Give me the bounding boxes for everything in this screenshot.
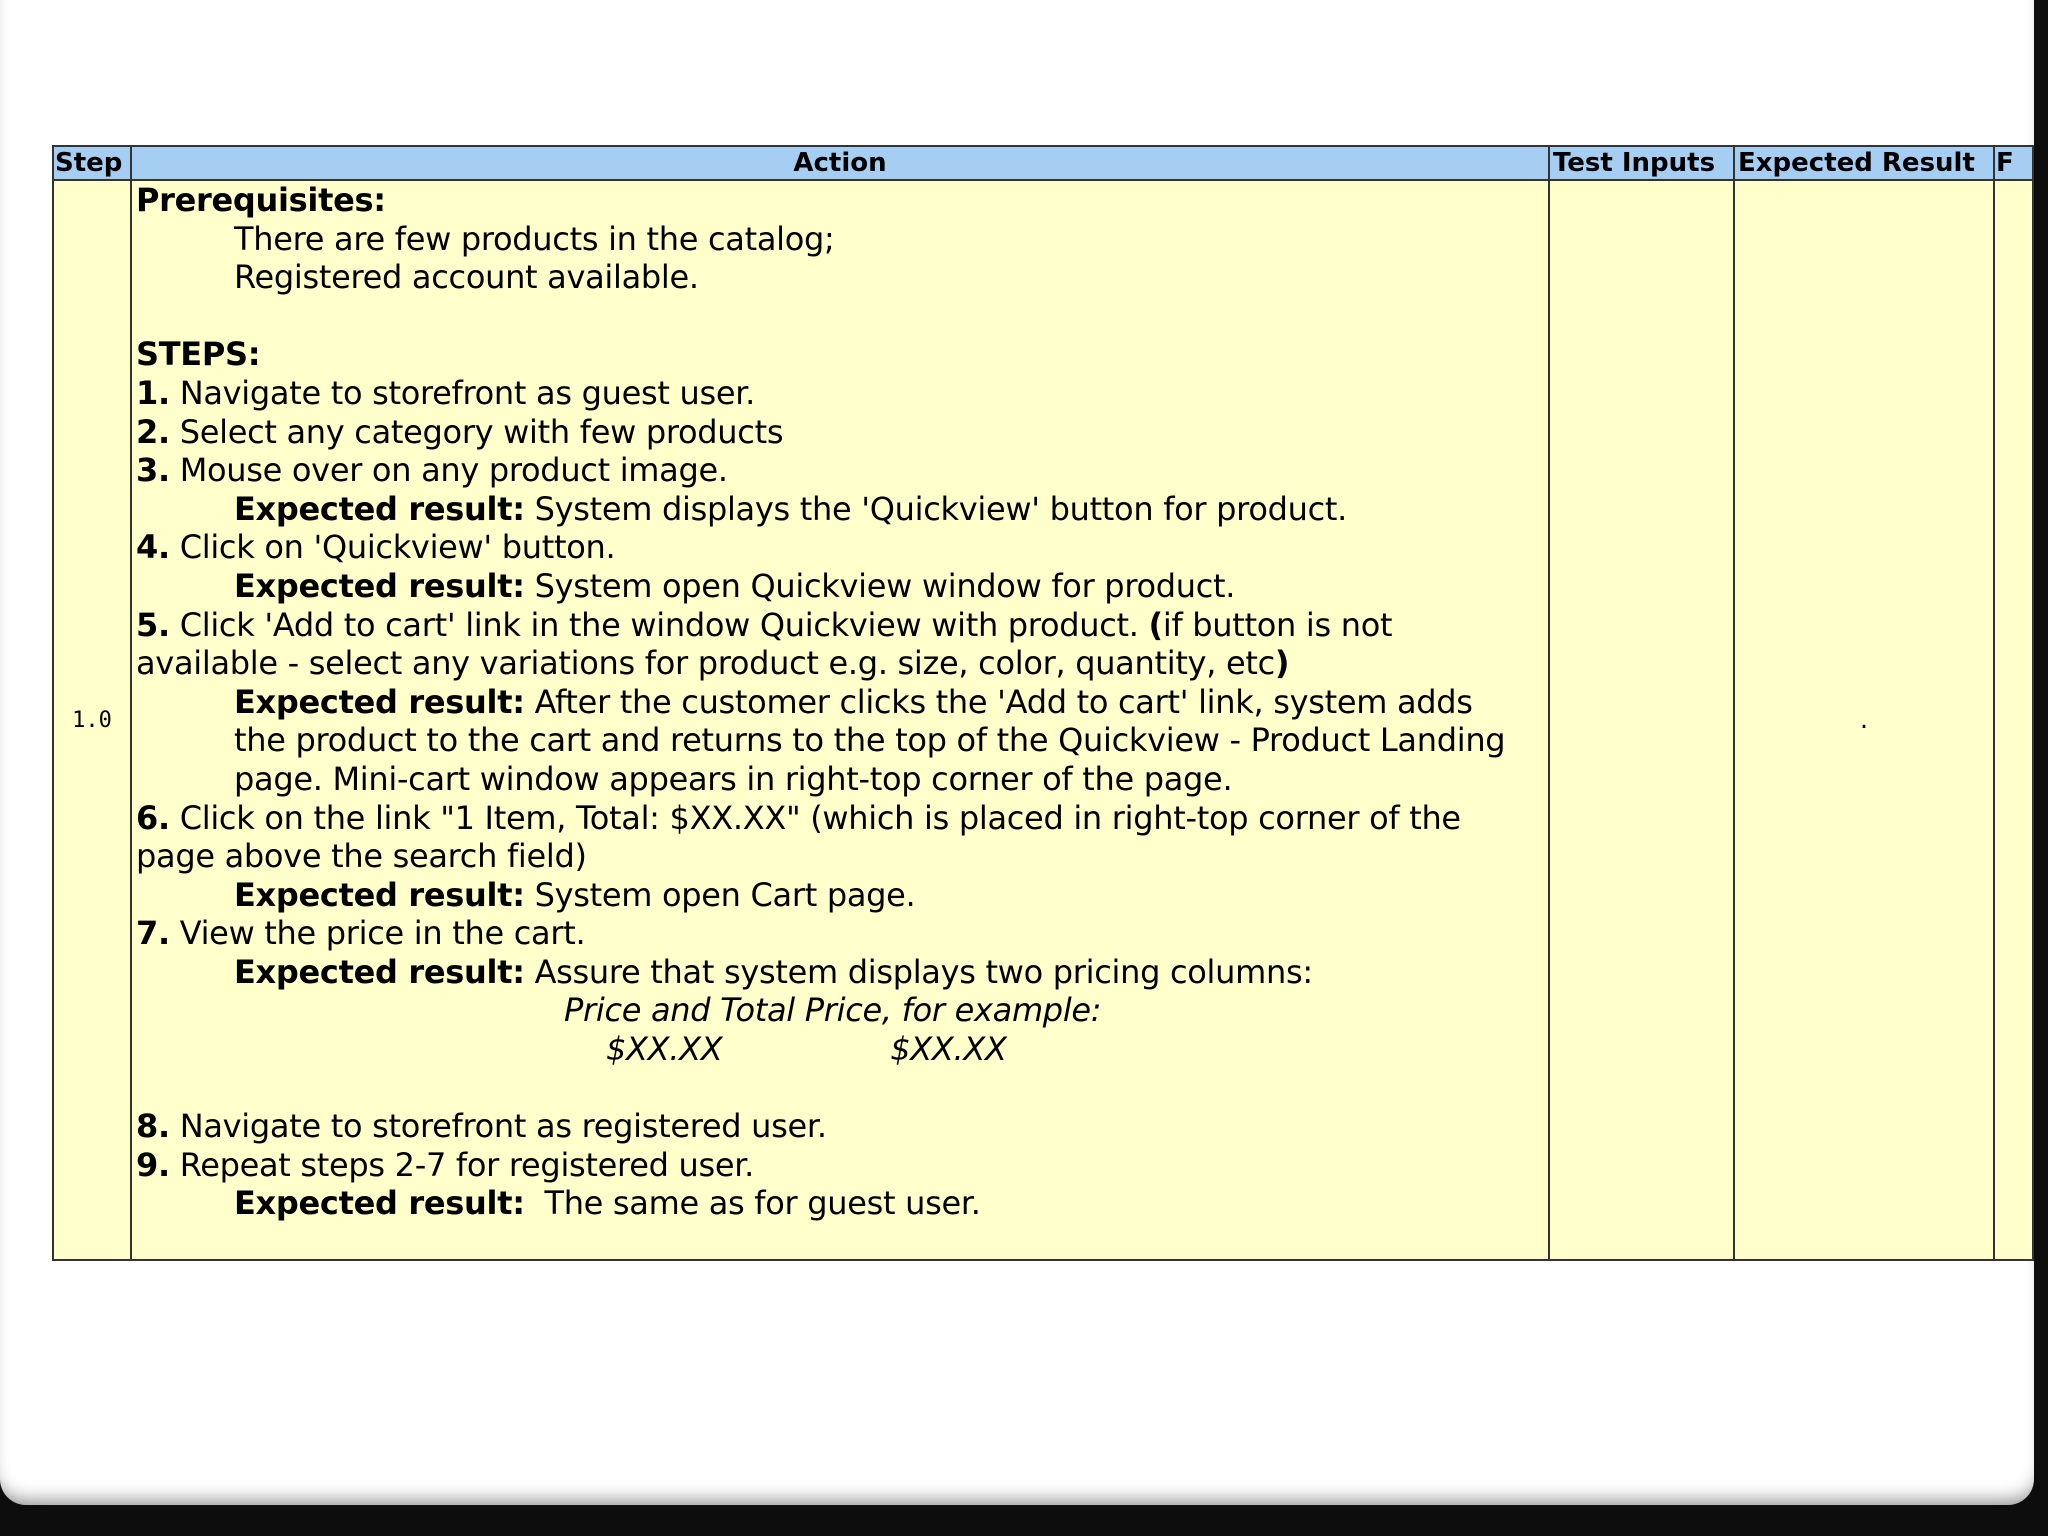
header-extra-column: F [1994, 146, 2033, 180]
step-item-9: 9. Repeat steps 2-7 for registered user. [136, 1145, 754, 1184]
step-item-7: 7. View the price in the cart. [136, 914, 586, 953]
expected-result-4: Expected result: System open Quickview window for product. [234, 566, 1236, 605]
expected-result-5: Expected result: After the customer clicks the 'Add to cart' link, system adds the product to the cart and returns to the top of the Quickview - Product Landing page. Mini-cart window appears in right-top corner of the page. [234, 682, 1506, 798]
extra-column-cell [1994, 180, 2033, 1260]
prerequisite-item: There are few products in the catalog; [234, 219, 835, 258]
test-case-table-frame [52, 145, 2014, 1263]
total-price-example: $XX.XX [890, 1030, 1007, 1069]
spacer [136, 297, 1530, 336]
step-item-1: 1. Navigate to storefront as guest user. [136, 373, 755, 412]
expected-result-cell: . [1734, 180, 1994, 1260]
steps-heading: STEPS: [136, 335, 261, 374]
price-example: $XX.XX [606, 1030, 723, 1069]
spacer [136, 1069, 1530, 1108]
prerequisites-heading: Prerequisites: [136, 181, 386, 219]
expected-result-9: Expected result: The same as for guest user. [234, 1184, 981, 1223]
step-item-5: 5. Click 'Add to cart' link in the window Quickview with product. (if button is not available - select any variations for product e.g. size, color, quantity, etc) [136, 605, 1393, 683]
pricing-example-values [136, 1030, 1530, 1069]
prerequisite-item: Registered account available. [234, 258, 699, 297]
step-number-cell: 1.0 [53, 180, 131, 1260]
expected-result-7: Expected result: Assure that system displays two pricing columns: [234, 952, 1313, 991]
expected-result-6: Expected result: System open Cart page. [234, 875, 916, 914]
step-item-8: 8. Navigate to storefront as registered user. [136, 1107, 827, 1146]
expected-result-3: Expected result: System displays the 'Quickview' button for product. [234, 489, 1348, 528]
table-row [53, 180, 2033, 1260]
test-case-table [52, 145, 2034, 1261]
step-item-4: 4. Click on 'Quickview' button. [136, 528, 616, 567]
step-item-6: 6. Click on the link "1 Item, Total: $XX.XX" (which is placed in right-top corner of the page above the search field) [136, 798, 1461, 876]
header-expected-result: Expected Result [1734, 146, 1994, 180]
pricing-example-caption: Price and Total Price, for example: [564, 991, 1102, 1030]
action-cell [131, 180, 1549, 1260]
test-inputs-cell [1549, 180, 1734, 1260]
step-item-3: 3. Mouse over on any product image. [136, 451, 728, 490]
step-item-2: 2. Select any category with few products [136, 412, 784, 451]
header-step: Step [53, 146, 131, 180]
header-test-inputs: Test Inputs [1549, 146, 1734, 180]
header-row [53, 146, 2033, 180]
header-action: Action [131, 146, 1549, 180]
